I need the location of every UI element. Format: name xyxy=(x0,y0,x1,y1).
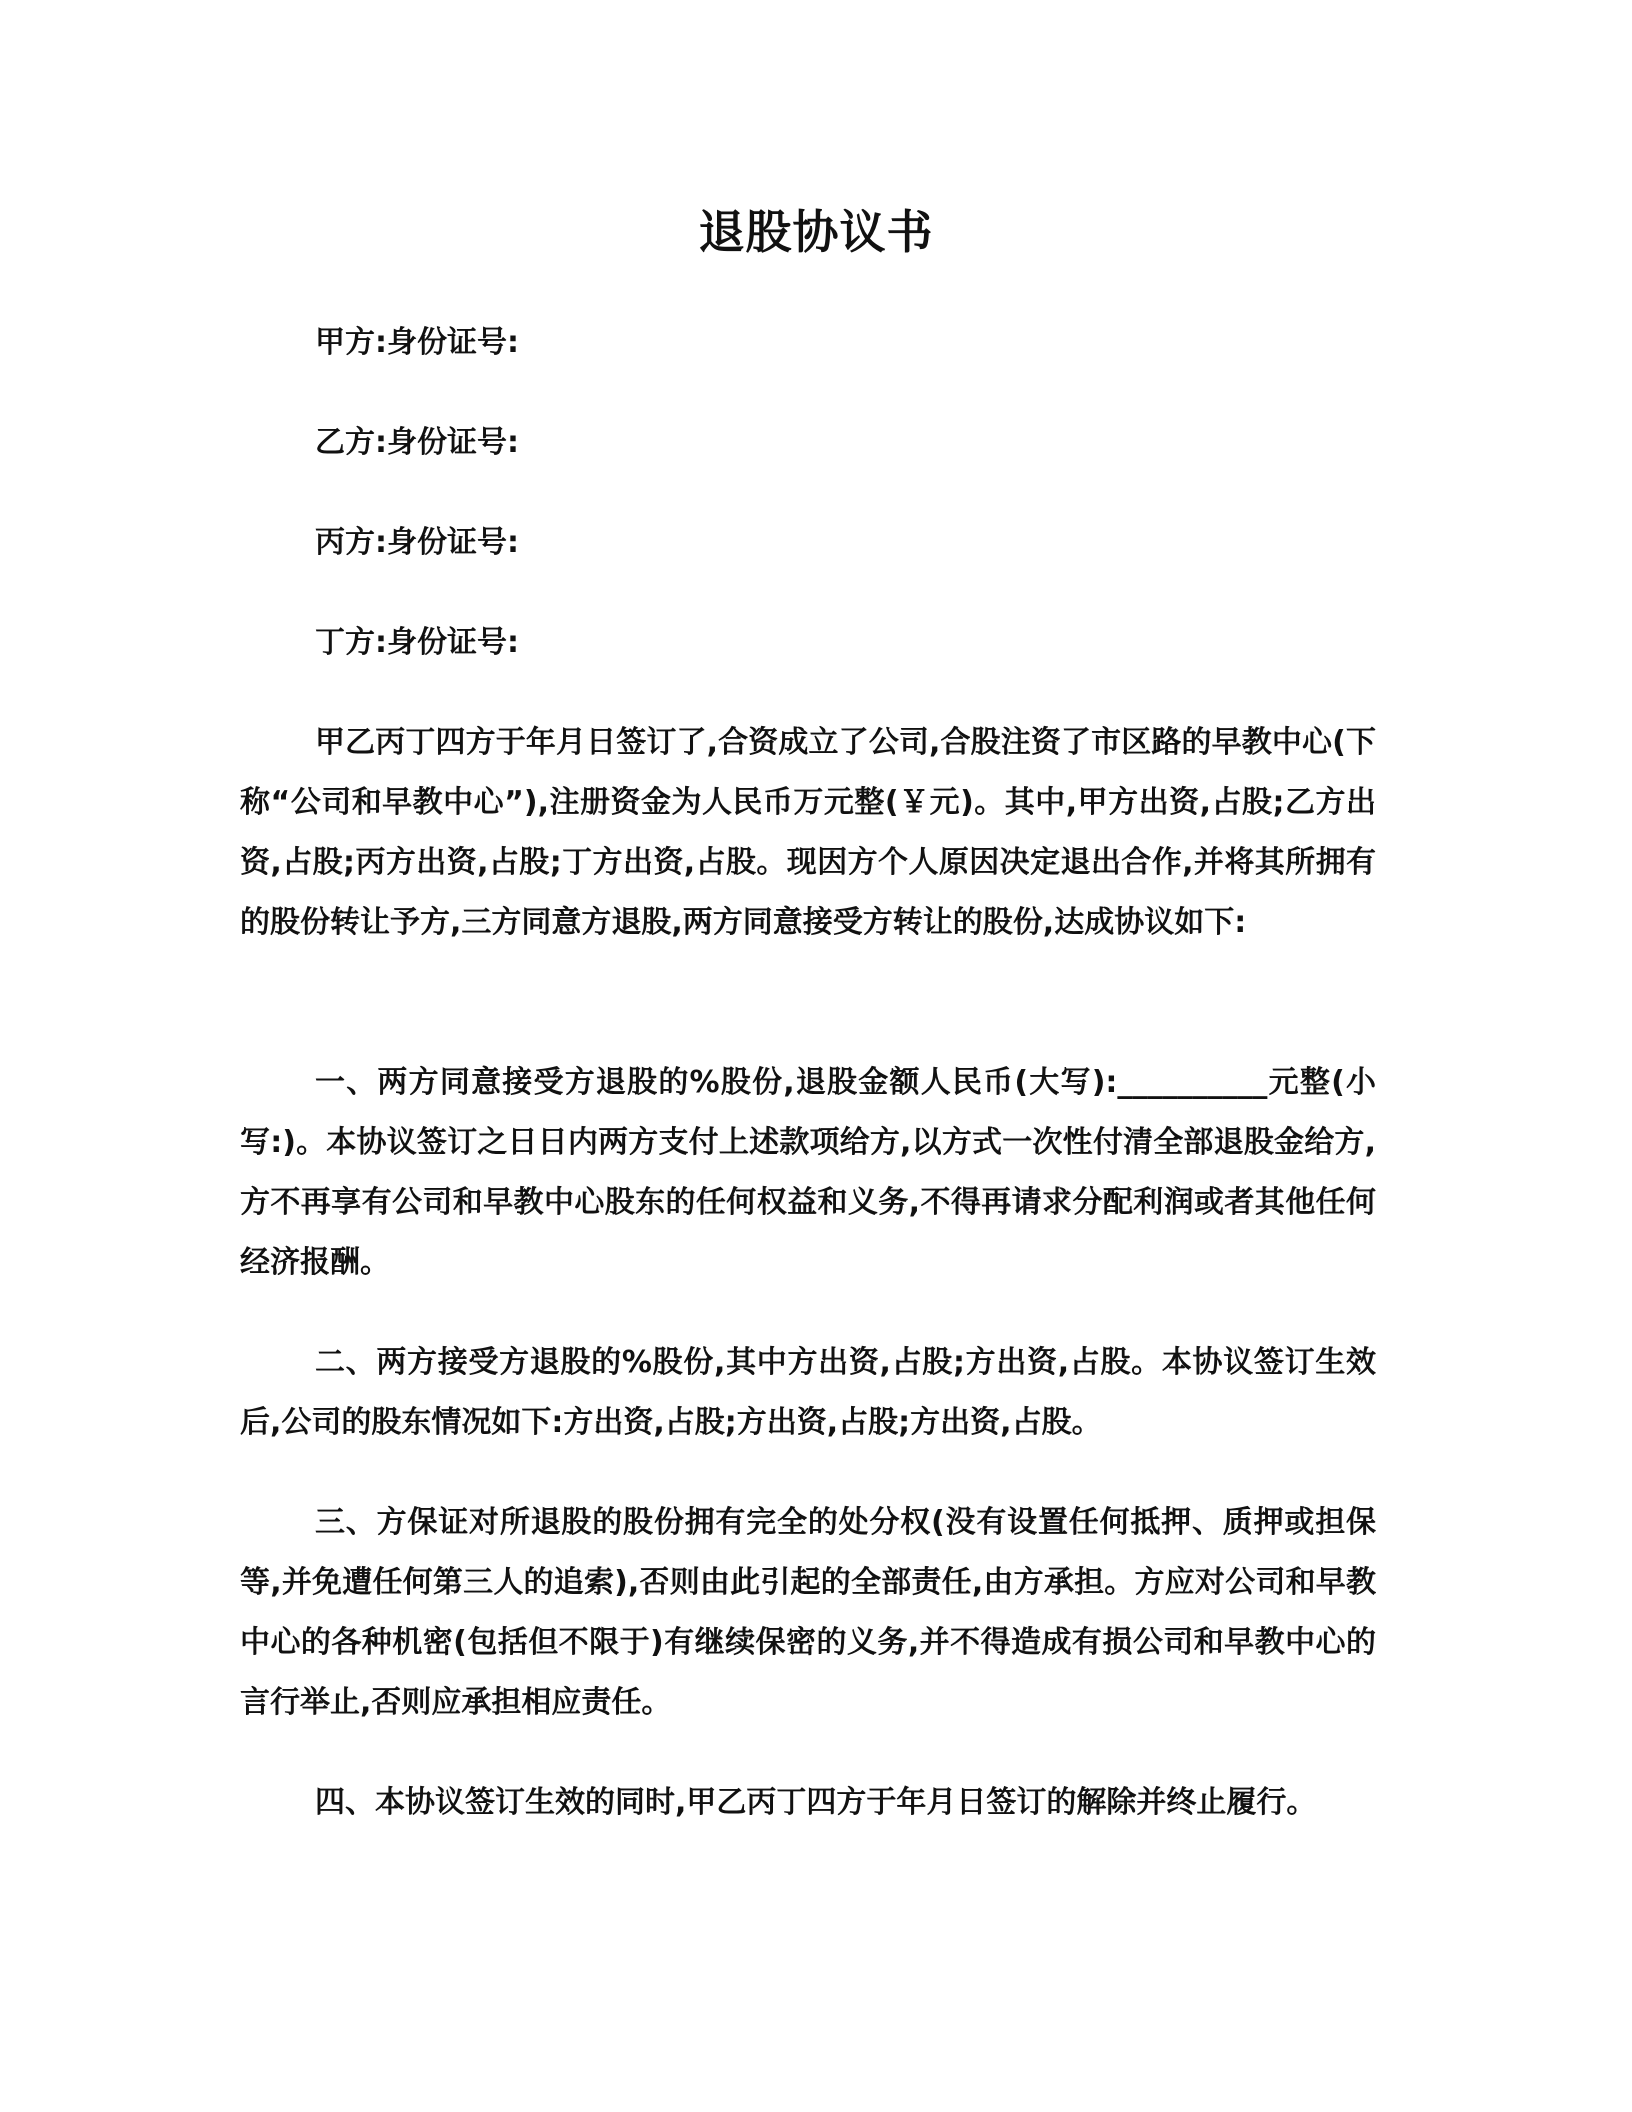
clause-1-paragraph: 一、两方同意接受方退股的%股份,退股金额人民币(大写):__________元整(小写:)。本协议签订之日日内两方支付上述款项给方,以方式一次性付清全部退股金给方,方不再享有公司和早教中心股东的任何权益和义务,不得再请求分配利润或者其他任何经济报酬。 xyxy=(240,1065,1376,1280)
party-c-line: 丙方:身份证号: xyxy=(315,525,519,560)
clause-4-paragraph: 四、本协议签订生效的同时,甲乙丙丁四方于年月日签订的解除并终止履行。 xyxy=(315,1785,1317,1820)
document-title: 退股协议书 xyxy=(698,205,934,259)
preamble-paragraph: 甲乙丙丁四方于年月日签订了,合资成立了公司,合股注资了市区路的早教中心(下称“公司和早教中心”),注册资金为人民币万元整(￥元)。其中,甲方出资,占股;乙方出资,占股;丙方出资,占股;丁方出资,占股。现因方个人原因决定退出合作,并将其所拥有的股份转让予方,三方同意方退股,两方同意接受方转让的股份,达成协议如下: xyxy=(240,725,1376,940)
party-a-line: 甲方:身份证号: xyxy=(315,325,519,360)
party-d-line: 丁方:身份证号: xyxy=(315,625,519,660)
clause-2-paragraph: 二、两方接受方退股的%股份,其中方出资,占股;方出资,占股。本协议签订生效后,公司的股东情况如下:方出资,占股;方出资,占股;方出资,占股。 xyxy=(240,1345,1376,1440)
party-b-line: 乙方:身份证号: xyxy=(315,425,519,460)
clause-3-paragraph: 三、方保证对所退股的股份拥有完全的处分权(没有设置任何抵押、质押或担保等,并免遭任何第三人的追索),否则由此引起的全部责任,由方承担。方应对公司和早教中心的各种机密(包括但不限于)有继续保密的义务,并不得造成有损公司和早教中心的言行举止,否则应承担相应责任。 xyxy=(240,1505,1376,1720)
